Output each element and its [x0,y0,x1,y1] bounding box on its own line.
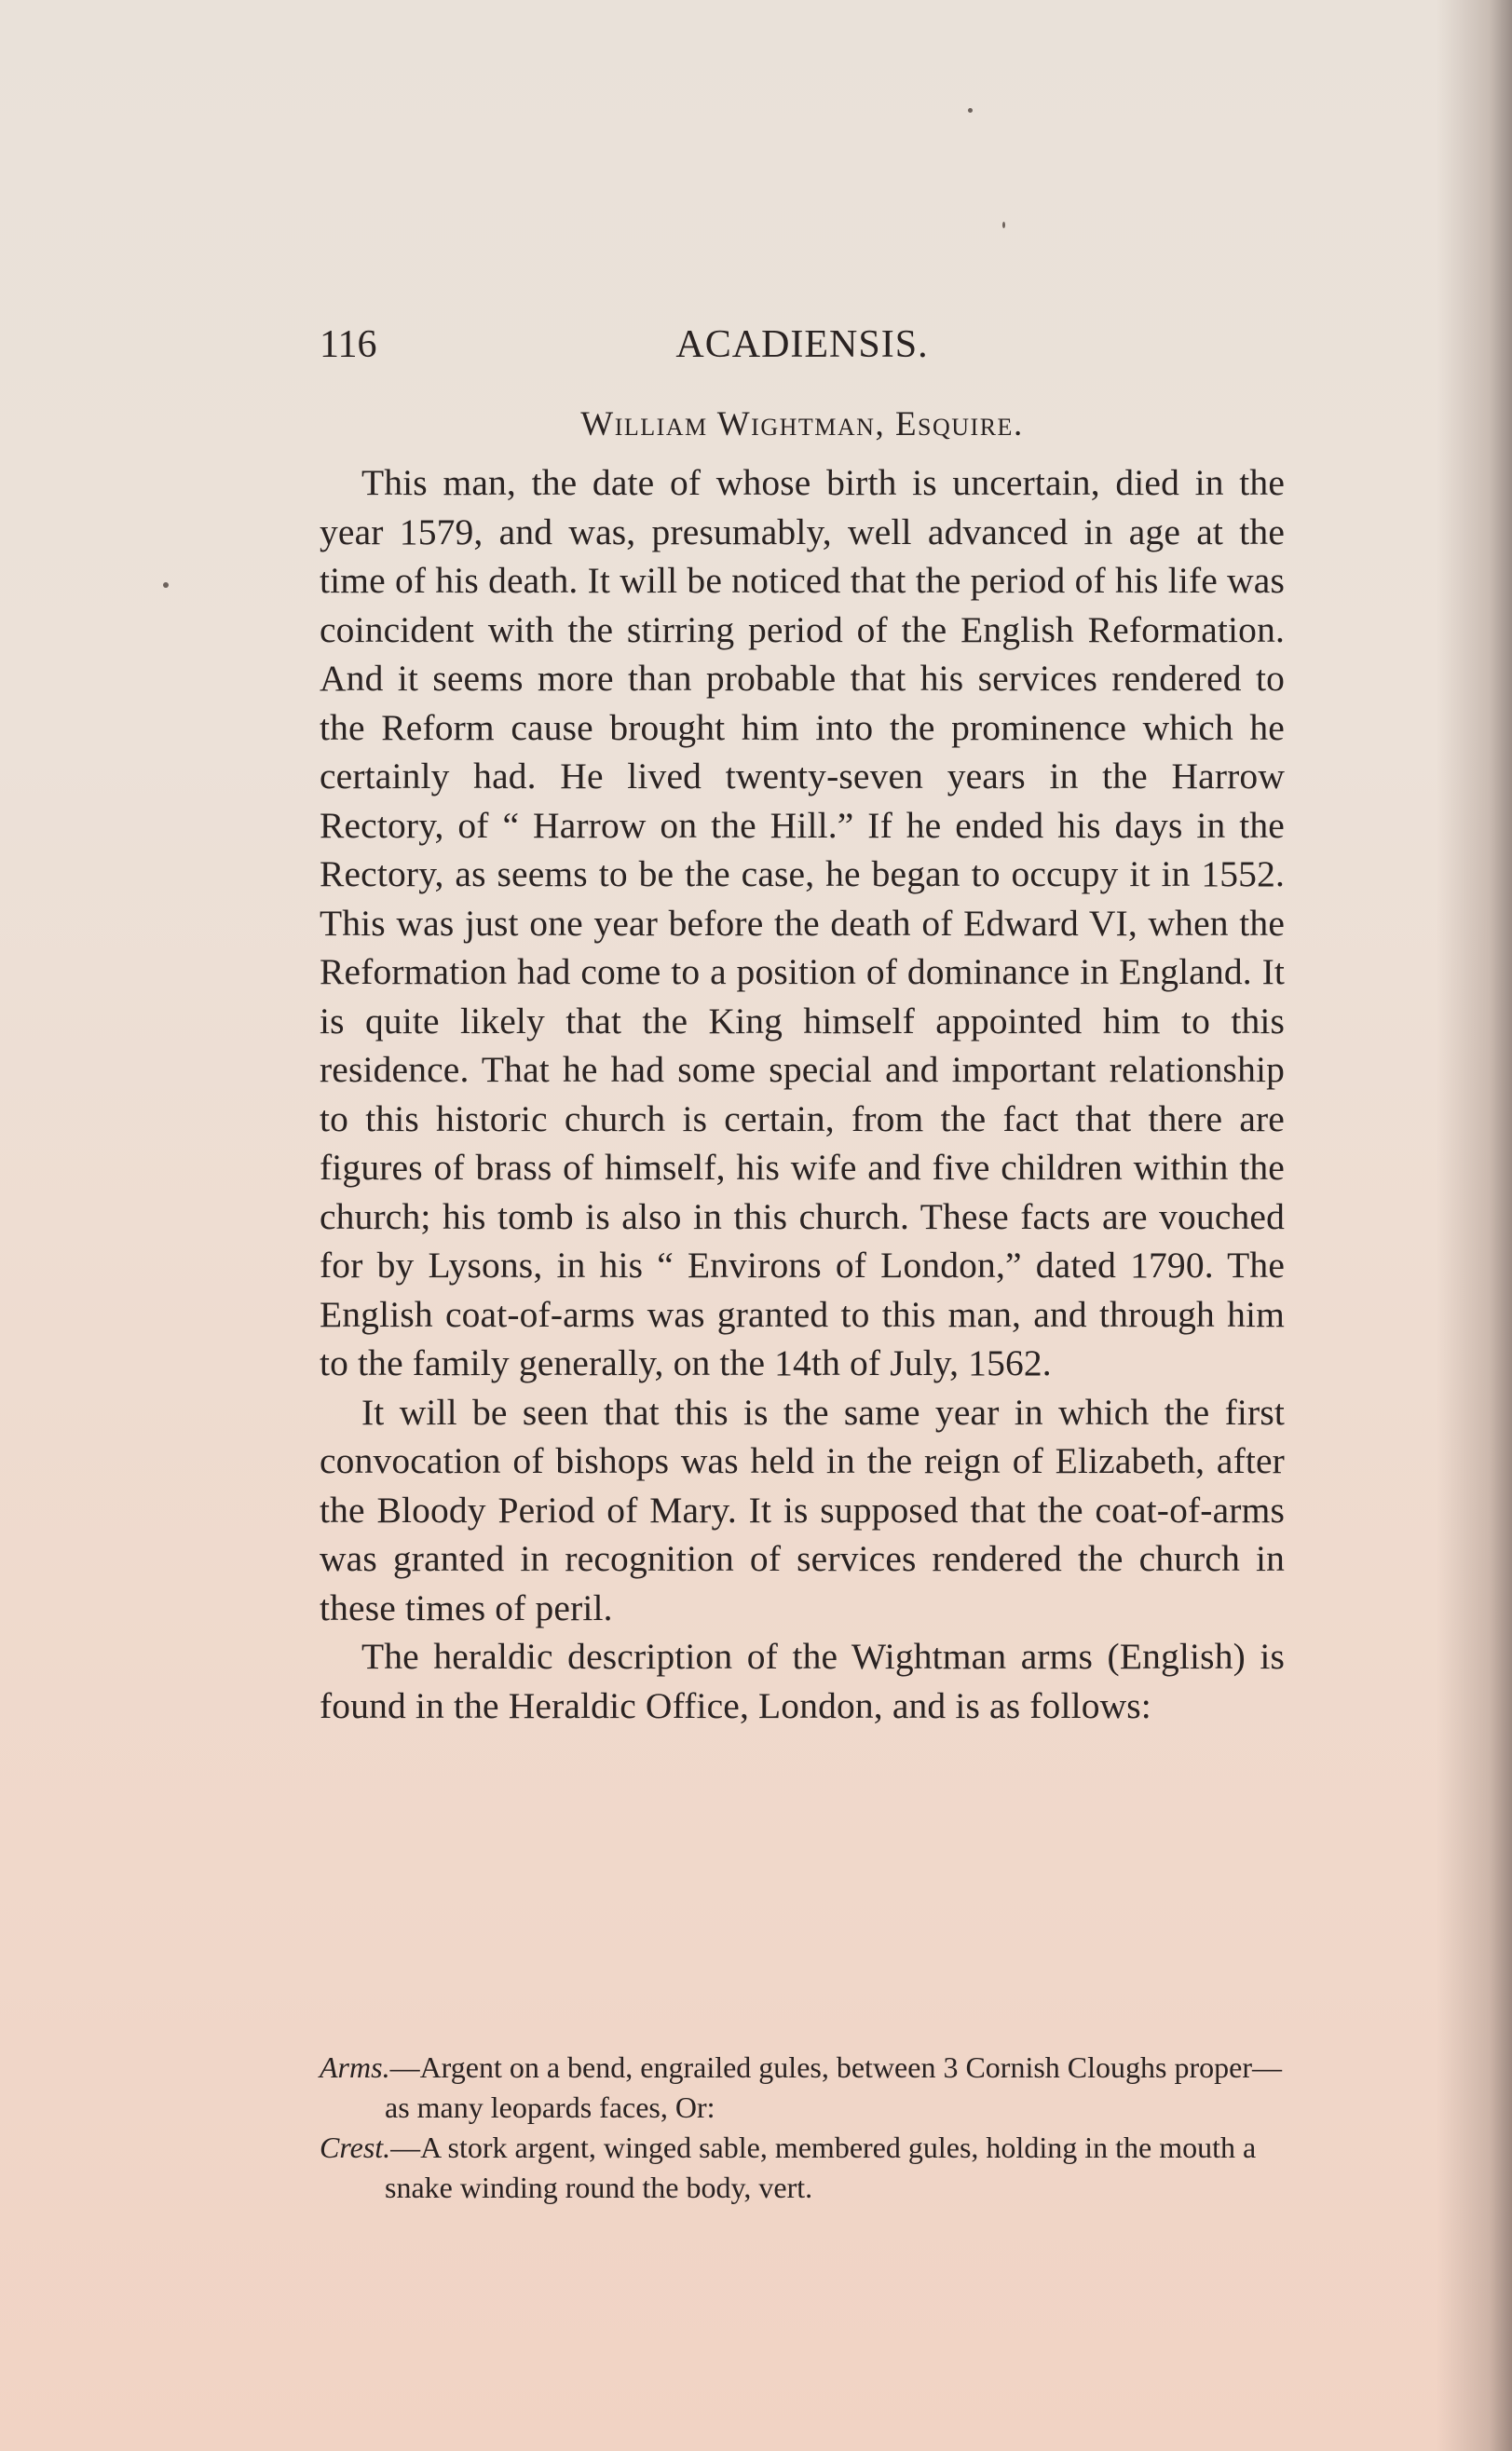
page-header [320,317,1285,373]
paper-speck [968,108,973,113]
paragraph: This man, the date of whose birth is uncertain, died in the year 1579, and was, presumably, well advanced in age at the time of his death. It will be noticed that the period of his life was coincident with the stirring period of the English Reformation. And it seems more than probable that his services rendered to the Reform cause brought him into the prominence which he certainly had. He lived twenty-seven years in the Harrow Rectory, of “ Harrow on the Hill.” If he ended his days in the Rectory, as seems to be the case, he began to occupy it in 1552. This was just one year before the death of Edward VI, when the Reformation had come to a position of dominance in England. It is quite likely that the King himself appointed him to this residence. That he had some special and important relationship to this historic church is certain, from the fact that there are figures of brass of himself, his wife and five children within the church; his tomb is also in this church. These facts are vouched for by Lysons, in his “ Environs of London,” dated 1790. The English coat-of-arms was granted to this man, and through him to the family generally, on the 14th of July, 1562. [320,462,1285,1383]
blazon-text: —A stork argent, winged sable, membered gules, holding in the mouth a snake winding round the body, vert. [385,2131,1257,2204]
blazon-entry-crest [320,2128,1285,2208]
blazon-entry-arms [320,2048,1285,2128]
blazon-text: —Argent on a bend, engrailed gules, between 3 Cornish Cloughs proper—as many leopards faces, Or: [385,2050,1282,2124]
paragraph: The heraldic description of the Wightman arms (English) is found in the Heraldic Office, London, and is as follows: [320,1636,1285,1726]
body-text [320,458,1285,1730]
blazon-label: Crest. [320,2131,391,2164]
section-title: William Wightman, Esquire. [580,405,1024,443]
running-head: ACADIENSIS. [675,323,929,366]
heraldic-description [320,2048,1285,2208]
paragraph: It will be seen that this is the same year in which the first convocation of bishops was held in the reign of Elizabeth, after the Bloody Period of Mary. It is supposed that the coat-of-arms was granted in recognition of services rendered the church in these times of peril. [320,1391,1285,1628]
page-number: 116 [320,323,377,366]
blazon-label: Arms. [320,2050,390,2084]
paper-speck [1002,222,1005,228]
paper-speck [163,582,169,588]
